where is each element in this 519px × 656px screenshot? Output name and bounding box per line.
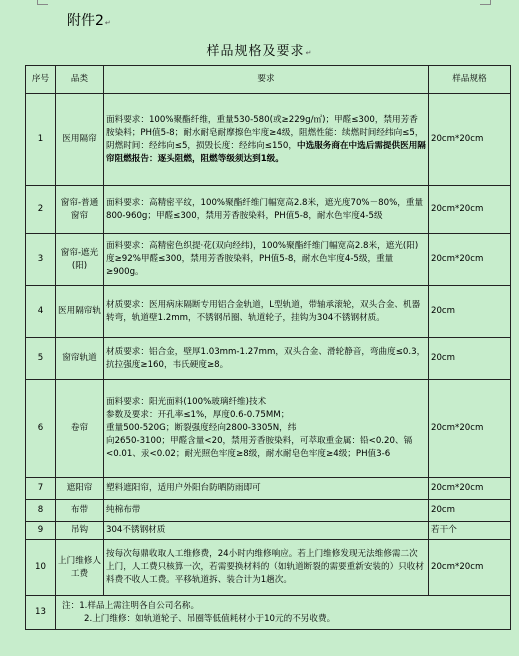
table-row xyxy=(26,540,511,596)
row-no: 9 xyxy=(26,522,56,540)
row-category: 卷帘 xyxy=(56,380,104,478)
row-spec: 20cm*20cm xyxy=(429,478,511,500)
row-requirement: 面料要求：高精密平纹，100%聚酯纤维门幅宽高2.8米，遮光度70%－80%，重量800-960g；甲醛≤300，禁用芳香胺染料，PH值5-8，耐水色牢度4-5级 xyxy=(104,186,429,234)
row-spec: 20cm xyxy=(429,286,511,338)
row-no: 6 xyxy=(26,380,56,478)
row-no: 1 xyxy=(26,94,56,186)
row-requirement: 面料要求：阳光面料(100%玻璃纤维)技术 参数及要求：开孔率≤1%，厚度0.6-0.75MM； 重量500-520G；断裂强度经向2800-3305N，纬 向2650-3100；甲醛含量<20，禁用芳香胺染料，可萃取重金属：铅<0.20、镉<0.01、汞<0.02；耐光照色牢度≥8级，耐水耐皂色牢度≥4级；PH值3-6 xyxy=(104,380,429,478)
requirement-text: 面料要求：100%聚酯纤维，重量530-580(或≥229g/㎡)；甲醛≤300，禁用芳香胺染料；PH值5-8；耐水耐皂耐摩擦色牢度≥4级，阻燃性能：续燃时间经纬向≤5，阴燃时间：经纬向≤5，损毁长度：经纬向≤150， xyxy=(106,114,424,151)
table-row xyxy=(26,94,511,186)
row-category: 吊钩 xyxy=(56,522,104,540)
row-spec: 若干个 xyxy=(429,522,511,540)
row-no: 5 xyxy=(26,338,56,380)
row-category: 医用隔帘 xyxy=(56,94,104,186)
row-spec: 20cm xyxy=(429,338,511,380)
table-row xyxy=(26,500,511,522)
row-no: 13 xyxy=(26,596,56,630)
row-category: 医用隔帘轨 xyxy=(56,286,104,338)
notes-cell xyxy=(56,596,511,630)
note-line: 注：1.样品上需注明各自公司名称。 xyxy=(62,600,200,611)
corner-mark-left xyxy=(37,0,48,5)
notes-row xyxy=(26,596,511,630)
row-spec: 20cm*20cm xyxy=(429,94,511,186)
row-category: 遮阳帘 xyxy=(56,478,104,500)
row-category: 布带 xyxy=(56,500,104,522)
row-no: 3 xyxy=(26,234,56,286)
header-no: 序号 xyxy=(26,66,56,94)
row-no: 7 xyxy=(26,478,56,500)
row-category: 窗帘轨道 xyxy=(56,338,104,380)
row-spec: 20cm*20cm xyxy=(429,186,511,234)
spec-table xyxy=(25,65,511,630)
row-category: 窗帘-遮光(阳) xyxy=(56,234,104,286)
row-no: 8 xyxy=(26,500,56,522)
row-no: 4 xyxy=(26,286,56,338)
row-requirement: 面料要求：高精密色织提·花(双向经纬)，100%聚酯纤维门幅宽高2.8米，遮光(阳)度≥92%甲醛≤300，禁用芳香胺染料，PH值5-8，耐水色牢度4-5级，重量≥900g。 xyxy=(104,234,429,286)
table-row xyxy=(26,338,511,380)
table-row xyxy=(26,522,511,540)
table-row xyxy=(26,286,511,338)
row-category: 上门维修人工费 xyxy=(56,540,104,596)
row-no: 10 xyxy=(26,540,56,596)
document-title: 样品规格及要求↵ xyxy=(206,44,313,59)
table-row xyxy=(26,380,511,478)
row-requirement: 塑料遮阳帘，适用户外阳台防晒防雨即可 xyxy=(104,478,429,500)
row-no: 2 xyxy=(26,186,56,234)
table-row xyxy=(26,186,511,234)
row-requirement: 304不锈钢材质 xyxy=(104,522,429,540)
row-spec: 20cm*20cm xyxy=(429,234,511,286)
row-requirement: 材质要求：铝合金，壁厚1.03mm-1.27mm，双头合金、滑轮静音，弯曲度≤0.3，抗拉强度≥160，韦氏硬度≥8。 xyxy=(104,338,429,380)
annex-label: 附件2↵ xyxy=(67,13,111,29)
row-spec: 20cm xyxy=(429,500,511,522)
corner-mark-right xyxy=(480,0,491,5)
requirement-bold-text: 中选服务商在中选后需提供医用隔帘阻燃报告：逐头阻燃，阻燃等级须达到1级。 xyxy=(106,140,426,164)
table-row xyxy=(26,234,511,286)
note-line: 2.上门维修：如轨道轮子、吊圈等低值耗材小于10元的不另收费。 xyxy=(84,613,336,624)
row-requirement xyxy=(104,94,429,186)
header-category: 品类 xyxy=(56,66,104,94)
row-requirement: 材质要求：医用病床隔断专用铝合金轨道，L型轨道，带轴承滚轮，双头合金、机器转弯，轨道壁1.2mm，不锈钢吊圈、轨道轮子，挂钩为304不锈钢材质。 xyxy=(104,286,429,338)
row-spec: 20cm*20cm xyxy=(429,540,511,596)
header-spec: 样品规格 xyxy=(429,66,511,94)
row-category: 窗帘-普通窗帘 xyxy=(56,186,104,234)
row-requirement: 按每次每鼎收取人工维修费，24小时内维修响应。若上门维修发现无法维修需二次上门，人工费只核算一次，若需要换材料的（如轨道断裂的需要重新安装的）只收材料费不收人工费。平移轨道拆、装合计为1趟次。 xyxy=(104,540,429,596)
table-row xyxy=(26,478,511,500)
header-requirement: 要求 xyxy=(104,66,429,94)
table-header-row xyxy=(26,66,511,94)
row-requirement: 纯棉布带 xyxy=(104,500,429,522)
row-spec: 20cm*20cm xyxy=(429,380,511,478)
